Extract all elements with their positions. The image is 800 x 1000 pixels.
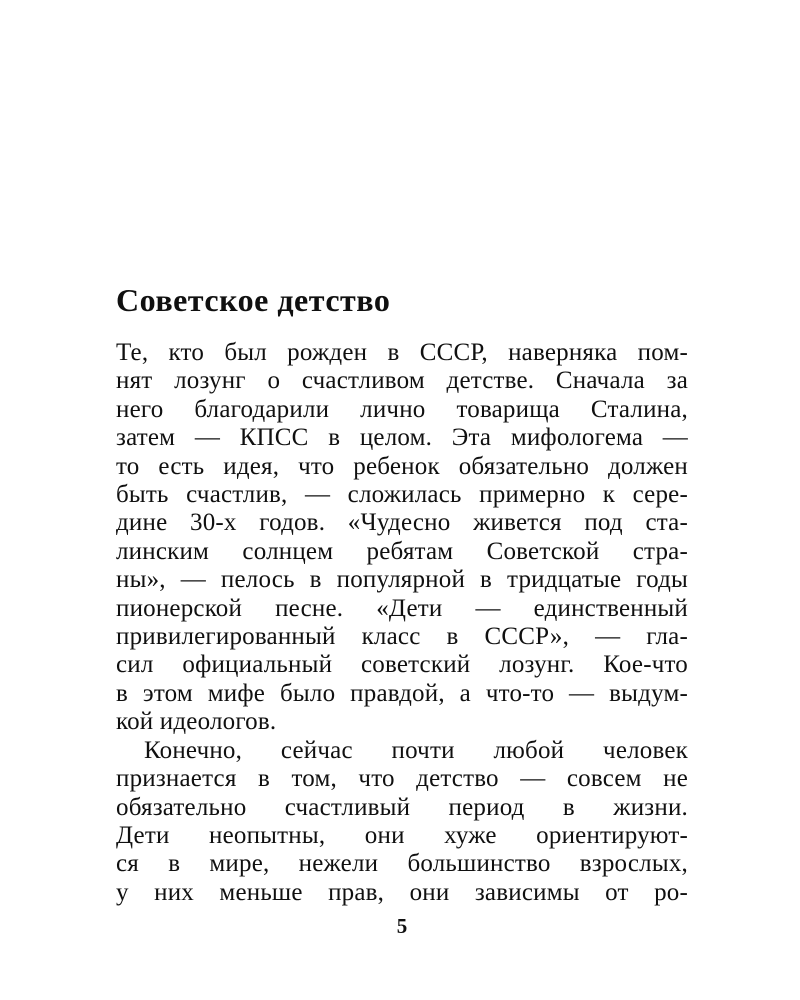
text-line: привилегированный класс в СССР», — гла-: [116, 623, 688, 651]
paragraph-2: [116, 737, 688, 907]
page-number: 5: [396, 914, 408, 939]
text-line: Те, кто был рожден в СССР, наверняка пом-: [116, 339, 688, 366]
chapter-title: Советское детство: [116, 282, 391, 318]
body-text: [116, 339, 688, 907]
text-line: линским солнцем ребятам Советской стра-: [116, 537, 688, 565]
paragraph-1: [116, 339, 688, 737]
text-line: у них меньше прав, они зависимы от ро-: [116, 878, 688, 906]
text-line: пионерской песне. «Дети — единственный: [116, 594, 688, 622]
text-line: сил официальный советский лозунг. Кое-что: [116, 651, 688, 679]
text-line: нят лозунг о счастливом детстве. Сначала за: [116, 367, 688, 395]
text-line: обязательно счастливый период в жизни.: [116, 793, 688, 821]
text-line: него благодарили лично товарища Сталина,: [116, 395, 688, 423]
text-line: быть счастлив, — сложилась примерно к сере-: [116, 481, 688, 509]
text-line: дине 30-х годов. «Чудесно живется под ста-: [116, 509, 688, 537]
text-line: то есть идея, что ребенок обязательно должен: [116, 452, 688, 480]
text-line: ны», — пелось в популярной в тридцатые годы: [116, 566, 688, 594]
text-line: Конечно, сейчас почти любой человек: [144, 736, 688, 764]
text-line: кой идеологов.: [116, 708, 277, 736]
text-line: Дети неопытны, они хуже ориентируют-: [116, 821, 688, 849]
text-line: признается в том, что детство — совсем не: [116, 765, 688, 793]
text-line: затем — КПСС в целом. Эта мифологема —: [116, 424, 688, 452]
text-line: в этом мифе было правдой, а что-то — выдум-: [116, 679, 688, 707]
text-line: ся в мире, нежели большинство взрослых,: [116, 850, 688, 878]
